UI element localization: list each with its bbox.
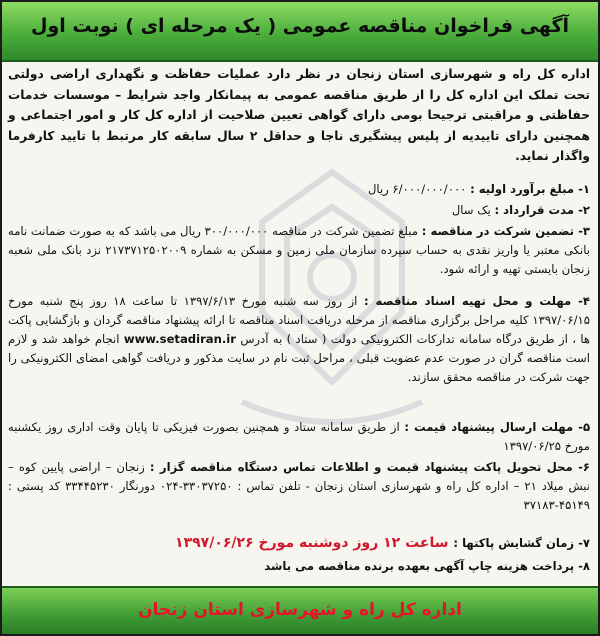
item-opening-text: ساعت ۱۲ روز دوشنبه مورخ ۱۳۹۷/۰۶/۲۶ <box>175 535 454 551</box>
item-submission-text: از طریق سامانه ستاد و همچنین بصورت فیزیکی تا پایان وقت اداری روز یکشنبه مورخ ۱۳۹۷/۰۶/۲۵ <box>8 420 590 453</box>
item-guarantee <box>8 222 590 279</box>
item-fee <box>8 557 590 576</box>
item-opening <box>8 534 590 553</box>
item-duration-text: یک سال <box>451 203 495 217</box>
item-delivery-text: زنجان – اراضی پایین کوه – نبش میلاد ۲۱ – اداره کل راه و شهرسازی استان زنجان - تلفن تماس : ۳۳۰۳۷۲۵۰-۰۲۴ دورنگار ۳۳۴۴۵۲۳۰ کد پستی : ۴۵۱۴۹-۳۷۱۸۳ <box>8 460 590 512</box>
notice-header <box>2 2 598 62</box>
item-duration <box>8 201 590 220</box>
item-estimate-label: ۱- مبلغ برآورد اولیه : <box>470 182 590 196</box>
notice-title: آگهی فراخوان مناقصه عمومی ( یک مرحله ای ) نوبت اول <box>30 15 570 37</box>
item-deadline <box>8 292 590 387</box>
item-delivery <box>8 458 590 515</box>
item-submission <box>8 418 590 456</box>
item-estimate <box>8 180 590 199</box>
item-deadline-text-after: انجام خواهد شد و لازم است مناقصه گران در صورت عدم عضویت قبلی ، مراحل ثبت نام در سایت مذکور و دریافت گواهی امضای الکترونیکی را جهت شرکت در مناقصه محقق سازند. <box>8 332 590 384</box>
item-estimate-text: ۶/۰۰۰/۰۰۰/۰۰۰ ریال <box>367 182 471 196</box>
item-guarantee-label: ۳- تضمین شرکت در مناقصه : <box>421 224 590 238</box>
item-fee-label: ۸- پرداخت هزینه چاپ آگهی بعهده برنده مناقصه می باشد <box>264 559 590 573</box>
intro-paragraph: اداره کل راه و شهرسازی استان زنجان در نظر دارد عملیات حفاظت و نگهداری اراضی دولتی تحت تملک این اداره کل را از طریق مناقصه عمومی به پیمانکار واجد شرایط – موسسات خدمات حفاظتی و مراقبتی ترجیحا بومی دارای گواهی تعیین صلاحیت از اداره کل کار و امور اجتماعی و همچنین دارای تاییدیه از پلیس پیشگیری ناجا و حداقل ۲ سال سابقه کار مرتبط با تایید کارفرما واگذار نماید. <box>8 67 590 163</box>
item-delivery-label: ۶- محل تحویل پاکت پیشنهاد قیمت و اطلاعات تماس دستگاه مناقصه گزار : <box>149 460 590 474</box>
item-duration-label: ۲- مدت قرارداد : <box>494 203 590 217</box>
item-deadline-text-before: از روز سه شنبه مورخ ۱۳۹۷/۶/۱۳ تا ساعت ۱۸ روز پنج شنبه مورخ ۱۳۹۷/۰۶/۱۵ کلیه مراحل برگزاری مناقصه از مرحله دریافت اسناد مناقصه تا ارائه پیشنهاد مناقصه گردان و بازگشایی پاکت ها ، از طریق درگاه سامانه تدارکات الکترونیکی دولت ( ستاد ) به آدرس <box>8 294 590 346</box>
item-guarantee-text: مبلغ تضمین شرکت در مناقصه ۳۰۰/۰۰۰/۰۰۰ ریال می باشد که به صورت ضمانت نامه بانکی معتبر یا واریز نقدی به حساب سپرده سازمان ملی زمین و مسکن به شماره ۲۱۷۳۷۱۲۵۰۲۰۰۹ نزد بانک ملی شعبه زنجان بایستی تهیه و ارائه شود. <box>8 224 590 276</box>
item-opening-label: ۷- زمان گشایش پاکتها : <box>453 536 590 550</box>
item-submission-label: ۵- مهلت ارسال پیشنهاد قیمت : <box>404 420 591 434</box>
footer-organization-name: اداره کل راه و شهرسازی استان زنجان <box>138 600 462 620</box>
notice-footer <box>2 586 598 634</box>
setad-url-link[interactable]: www.setadiran.ir <box>123 332 236 346</box>
item-deadline-label: ۴- مهلت و محل تهیه اسناد مناقصه : <box>363 294 590 308</box>
